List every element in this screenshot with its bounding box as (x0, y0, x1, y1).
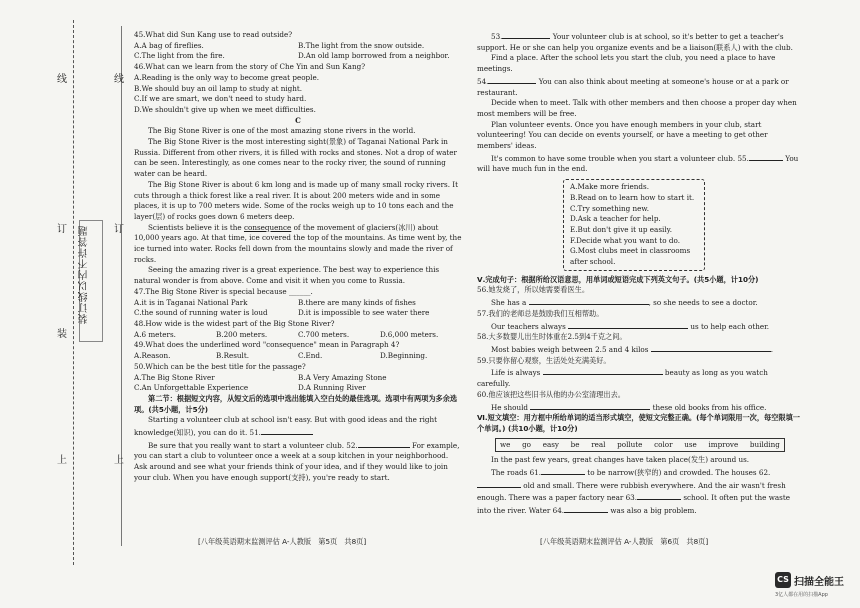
volunteer-paragraph-2 (134, 439, 462, 484)
q60-chinese: 60.他应该把这些旧书从他的办公室清理出去。 (477, 389, 625, 399)
q50-option-a: A.The Big Stone River (134, 372, 215, 382)
q50-option-c: C.An Unforgettable Experience (134, 383, 249, 393)
q47-options-row2 (134, 308, 462, 319)
q57-text-start: Our teachers always (491, 321, 566, 331)
q47-option-d: D.it is impossible to see water there (298, 308, 430, 318)
passage-c-paragraph-4 (134, 223, 462, 266)
p4-rest: of the movement of glaciers(冰川) about 10,000 years ago. At that time, ice covered the top of the mountains. As time went by, the ice turned into water. Rocks fell down from the mountains slowly and made the river of rocks. (134, 222, 462, 264)
q53-number: 53. (491, 32, 503, 41)
q46-stem: 46.What can we learn from the story of Che Yin and Sun Kang? (134, 62, 366, 72)
q56-text-end: , so she needs to see a doctor. (648, 298, 758, 308)
cloze-text-a: The roads 61. (491, 468, 542, 478)
binding-dashed-line (73, 20, 74, 565)
q46-option-d: D.We shouldn't give up when we meet difficulties. (134, 104, 316, 114)
paragraph-54-text: You can also think about meeting at someone's house or at a park or restaurant. (477, 76, 789, 97)
q45-options-row2 (134, 51, 462, 62)
p4-start: Scientists believe it is the (148, 222, 244, 232)
camscanner-icon: CS (775, 572, 791, 588)
binding-mark-shang: 上 (57, 455, 67, 466)
q45-option-c: C.The light from the fire. (134, 51, 225, 61)
paragraph-plan-events: Plan volunteer events. Once you have enough members in your club, start volunteering! You can decide on events yourself, or have a meeting to get other members' ideas. (477, 119, 768, 151)
word-10: building (749, 439, 780, 449)
paragraph-find-place: Find a place. After the school lets you start the club, you need a place to have meetings. (477, 53, 776, 74)
q50-options-row2 (134, 383, 462, 394)
option-f: F.Decide what you want to do. (570, 235, 680, 245)
q59-english (477, 366, 802, 389)
right-column (477, 30, 802, 517)
paragraph-53 (477, 30, 802, 53)
q60-english (477, 401, 802, 414)
blank-62[interactable] (477, 479, 521, 488)
section-2-instructions: 第二节：根据短文内容，从短文后的选项中选出能填入空白处的最佳选项。选项中有两项为多余选项。(共5小题，计5分) (134, 393, 458, 414)
binding-mark-ding-inner: 订 (114, 224, 124, 235)
passage-c-paragraph-3: The Big Stone River is about 6 km long and is made up of many small rocky rivers. It cuts through a thick forest like a real river. It is about 200 meters wide and in some places, it is up to 700 meters wide. Some of the rocks weigh up to 10 tons each and the layer(层) of rocks goes down 6 meters deep. (134, 179, 459, 221)
cloze-paragraph-1: In the past few years, great changes have taken place(发生) around us. (491, 455, 750, 465)
q59-text-start: Life is always (491, 368, 541, 378)
q49-option-d: D.Beginning. (380, 351, 428, 361)
q47-option-b: B.there are many kinds of fishes (298, 297, 416, 307)
word-3: easy (542, 439, 559, 449)
q45-option-d: D.An old lamp borrowed from a neighbor. (298, 51, 450, 61)
blank-59[interactable] (543, 366, 663, 375)
q50-option-d: D.A Running River (298, 383, 366, 393)
brand-name: 扫描全能王 (794, 577, 844, 588)
word-5: real (591, 439, 606, 449)
blank-53[interactable] (502, 30, 550, 39)
paragraph-55 (477, 152, 802, 175)
left-column (134, 30, 462, 484)
passage-c-paragraph-5: Seeing the amazing river is a great experience. The best way to experience this natural wonder is from above. Come and visit it when you come to Russia. (134, 265, 440, 286)
q48-stem: 48.How wide is the widest part of the Big Stone River? (134, 318, 335, 328)
section-5-instructions: Ⅴ.完成句子：根据所给汉语意思，用单词或短语完成下列英文句子。(共5小题，计10分) (477, 274, 759, 284)
scanner-watermark (775, 568, 855, 604)
blank-63[interactable] (637, 491, 681, 500)
q49-options (134, 351, 462, 362)
section-6-instructions: Ⅵ.短文填空：用方框中所给单词的适当形式填空，使短文完整正确。(每个单词限用一次，每空限填一个单词。) (共10小题，计10分) (477, 413, 800, 433)
blank-58[interactable] (651, 343, 774, 354)
q46-option-a: A.Reading is the only way to become great people. (134, 72, 319, 82)
option-a: A.Make more friends. (570, 182, 649, 192)
q50-options-row1 (134, 373, 462, 384)
q58-english (477, 343, 802, 356)
q57-chinese: 57.我们的老师总是鼓励我们互相帮助。 (477, 308, 604, 318)
option-g: G.Most clubs meet in classrooms after school. (570, 246, 691, 267)
blank-64[interactable] (564, 504, 608, 513)
blank-55[interactable] (749, 152, 783, 161)
q48-option-c: C.700 meters. (298, 329, 350, 339)
paragraph-53-text: Your volunteer club is at school, so it's better to get a teacher's support. He or she can help you organize events and be a liaison(联系人) with the club. (477, 32, 793, 52)
cloze-text-e: was also a big problem. (608, 506, 697, 516)
q48-option-d: D.6,000 meters. (380, 329, 439, 339)
q50-option-b: B.A Very Amazing Stone (298, 372, 387, 382)
q59-chinese: 59.只要你留心观察，生活处处充满美好。 (477, 355, 611, 365)
q45-option-b: B.The light from the snow outside. (298, 40, 425, 50)
word-6: pollute (617, 439, 643, 449)
paragraph-decide-when: Decide when to meet. Talk with other members and then choose a proper day when most members will be free. (477, 98, 797, 118)
underlined-word-consequence: consequence (243, 222, 292, 232)
left-page-footer: [八年级英语期末监测评估 A-人教版 第5页 共8页] (198, 537, 367, 546)
brand-tagline: 3亿人都在用的扫描App (775, 592, 828, 598)
right-page-footer: [八年级英语期末监测评估 A-人教版 第6页 共8页] (540, 537, 709, 546)
blank-60[interactable] (530, 401, 650, 410)
q54-number: 54. (477, 76, 489, 86)
cloze-text-b: to be narrow(狭窄的) and crowded. The houses 62. (585, 468, 771, 478)
binding-margin (0, 0, 128, 608)
q45-stem: 45.What did Sun Kang use to read outside? (134, 30, 293, 39)
word-box (495, 438, 785, 453)
blank-56[interactable] (529, 296, 649, 305)
q47-stem: 47.The Big Stone River is special because ______. (134, 286, 313, 296)
options-box (563, 179, 705, 271)
blank-52[interactable] (358, 439, 410, 448)
q59-text-end: beauty as long as you watch carefully. (477, 368, 768, 389)
q47-option-c: C.the sound of running water is loud (134, 308, 268, 318)
q47-options-row1 (134, 298, 462, 309)
option-c: C.Try something new. (570, 203, 649, 213)
option-e: E.But don't give it up easily. (570, 224, 673, 234)
q49-option-a: A.Reason. (134, 351, 171, 361)
blank-61[interactable] (541, 466, 585, 475)
binding-mark-zhuang: 装 (57, 329, 67, 340)
q57-text-end: us to help each other. (690, 321, 770, 331)
blank-57[interactable] (568, 320, 688, 329)
q45-options-row1 (134, 41, 462, 52)
q58-chinese: 58.大多数婴儿出生时体重在2.5到4千克之间。 (477, 332, 627, 342)
volunteer-p2-rest: For example, you can start a club to volunteer once a week at a soup kitchen in your neighborhood. Ask around and see what your friends think of your idea, and if they would like to join your club. When you have enough support(支持), you're ready to start. (134, 440, 460, 482)
q60-text-end: these old books from his office. (652, 402, 767, 412)
q46-option-b: B.We should buy an oil lamp to study at night. (134, 83, 303, 93)
q56-chinese: 56.她发烧了，所以她需要看医生。 (477, 285, 590, 295)
paragraph-55-rest: You will have much fun in the end. (477, 153, 799, 174)
binding-mark-xian-inner: 线 (114, 74, 124, 85)
volunteer-paragraph-1 (134, 415, 462, 438)
q49-stem: 49.What does the underlined word "consequence" mean in Paragraph 4? (134, 340, 400, 350)
volunteer-p1-text: Starting a volunteer club at school isn't easy. But with good ideas and the right knowledge(知识), you can do it. 51. (134, 415, 438, 438)
q48-option-a: A.6 meters. (134, 329, 176, 339)
cloze-text-d: school. It often put the waste into the river. Water 64. (477, 493, 790, 516)
q56-english (477, 296, 802, 309)
q48-options (134, 330, 462, 341)
q58-text-end: . (770, 344, 774, 354)
option-b: B.Read on to learn how to start it. (570, 192, 695, 202)
q49-option-c: C.End. (298, 351, 323, 361)
q47-option-a: A.it is in Taganai National Park (134, 297, 248, 307)
q60-text-start: He should (491, 402, 528, 412)
word-1: we (500, 439, 511, 449)
q46-option-c: C.If we are smart, we don't need to study hard. (134, 94, 307, 104)
cloze-paragraph-2 (477, 466, 802, 517)
word-7: color (654, 439, 673, 449)
paragraph-55-text: It's common to have some trouble when you start a volunteer club. 55. (491, 153, 749, 163)
paragraph-54 (477, 75, 802, 98)
q50-stem: 50.Which can be the best title for the passage? (134, 361, 306, 371)
word-4: be (570, 439, 580, 449)
option-d: D.Ask a teacher for help. (570, 214, 661, 224)
section-c-heading: C (295, 115, 301, 125)
binding-mark-shang-inner: 上 (114, 455, 124, 466)
binding-notice: 装订线以内不许答题 (79, 225, 90, 324)
q49-option-b: B.Result. (216, 351, 250, 361)
blank-51[interactable] (261, 426, 313, 435)
passage-c-paragraph-2: The Big Stone River is the most interesting sight(景象) of Taganai National Park in Russia. Different from other rivers, it is filled with rocks and stones. Not a drop of water can be seen. Interestingly, as one comes near to the rocky river, the sound of running water can be heard. (134, 137, 457, 179)
blank-54[interactable] (488, 75, 536, 84)
binding-mark-xian: 线 (57, 74, 67, 85)
q48-option-b: B.200 meters. (216, 329, 268, 339)
cloze-text-c: old and small. There were rubbish everywhere. And the air wasn't fresh enough. There was a paper factory near 63. (477, 480, 786, 503)
passage-c-paragraph-1: The Big Stone River is one of the most amazing stone rivers in the world. (148, 126, 416, 136)
q56-text-start: She has a (491, 298, 527, 308)
q45-option-a: A.A bag of fireflies. (134, 40, 204, 50)
volunteer-p2-text: Be sure that you really want to start a volunteer club. 52. (148, 440, 358, 450)
binding-mark-ding: 订 (57, 224, 67, 235)
word-9: improve (708, 439, 739, 449)
binding-solid-line (121, 26, 122, 546)
word-8: use (684, 439, 697, 449)
word-2: go (522, 439, 532, 449)
q57-english (477, 320, 802, 333)
q58-text-start: Most babies weigh between 2.5 and 4 kilos (491, 344, 649, 354)
